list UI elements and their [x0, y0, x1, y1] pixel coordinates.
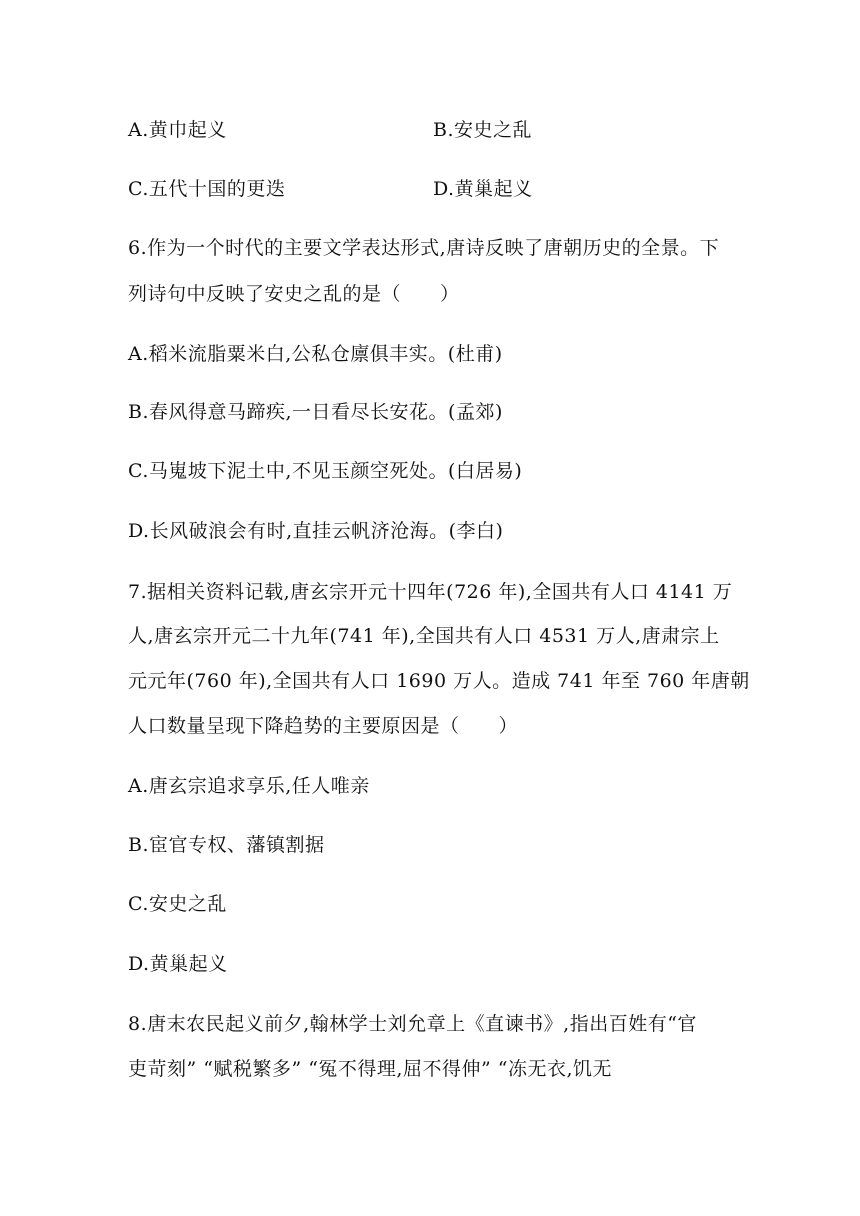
q6-option-b: B.春风得意马蹄疾,一日看尽长安花。(孟郊) [128, 401, 503, 423]
q7-option-d: D.黄巢起义 [128, 953, 228, 975]
q6-stem-line-1: 6.作为一个时代的主要文学表达形式,唐诗反映了唐朝历史的全景。下 [128, 237, 720, 259]
q6-option-c: C.马嵬坡下泥土中,不见玉颜空死处。(白居易) [128, 460, 523, 482]
q7-option-a: A.唐玄宗追求享乐,任人唯亲 [128, 775, 370, 797]
q5-option-c: C.五代十国的更迭 [128, 178, 286, 200]
q8-stem-line-2: 吏苛刻” “赋税繁多” “冤不得理,屈不得伸” “冻无衣,饥无 [128, 1058, 612, 1080]
q8-stem-line-1: 8.唐末农民起义前夕,翰林学士刘允章上《直谏书》,指出百姓有“官 [128, 1013, 697, 1035]
q7-option-c: C.安史之乱 [128, 893, 227, 915]
q6-stem-line-2: 列诗句中反映了安史之乱的是（ ） [128, 283, 460, 305]
q7-option-b: B.宦官专权、藩镇割据 [128, 834, 325, 856]
q6-option-d: D.长风破浪会有时,直挂云帆济沧海。(李白) [128, 520, 504, 542]
q7-stem-line-2: 人,唐玄宗开元二十九年(741 年),全国共有人口 4531 万人,唐肃宗上 [128, 625, 720, 647]
q6-option-a: A.稻米流脂粟米白,公私仓廪俱丰实。(杜甫) [128, 343, 503, 365]
q7-stem-line-4: 人口数量呈现下降趋势的主要原因是（ ） [128, 715, 519, 737]
q7-stem-line-3: 元元年(760 年),全国共有人口 1690 万人。造成 741 年至 760 年唐朝 [128, 670, 750, 692]
q5-option-b: B.安史之乱 [433, 119, 533, 141]
q5-option-a: A.黄巾起义 [128, 119, 227, 141]
q5-option-d: D.黄巢起义 [433, 178, 533, 200]
q7-stem-line-1: 7.据相关资料记载,唐玄宗开元十四年(726 年),全国共有人口 4141 万 [128, 581, 733, 603]
